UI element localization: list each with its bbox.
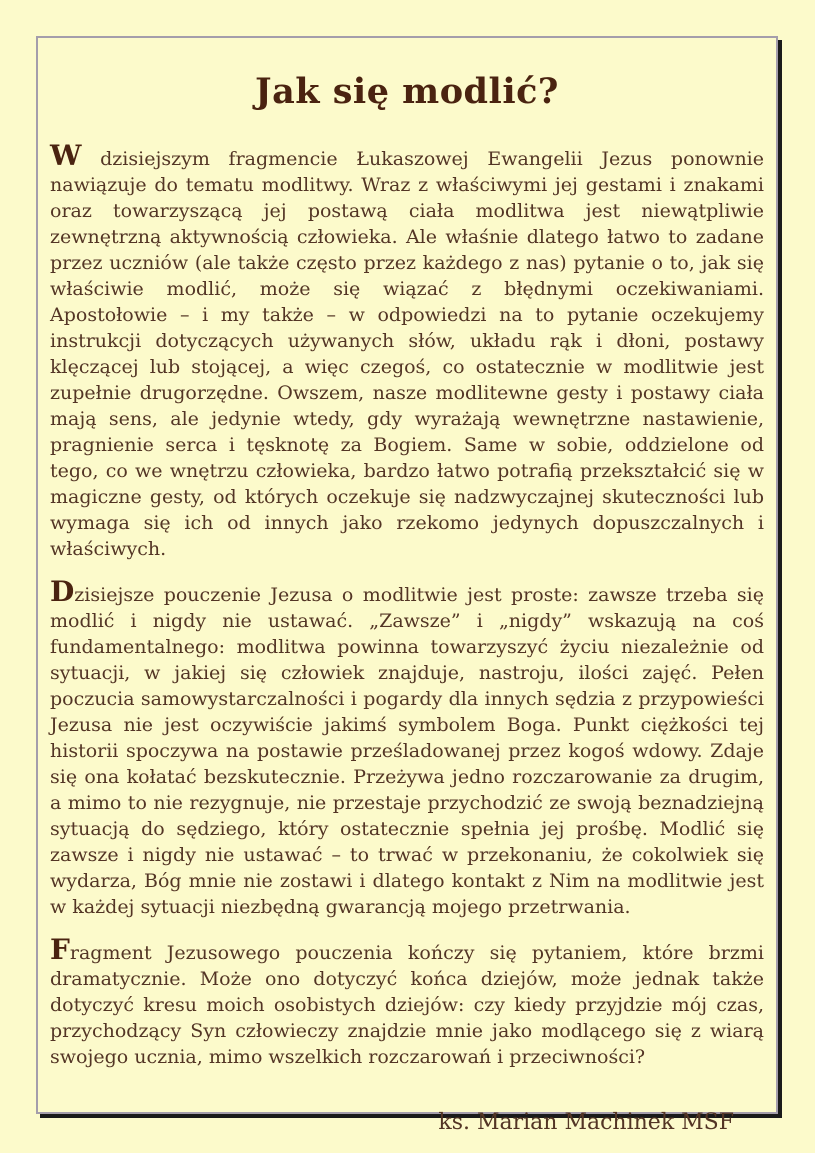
paragraph-1: [50, 139, 764, 562]
drop-cap-initial-1: W: [50, 139, 82, 172]
document-frame: [36, 36, 778, 1135]
paragraph-1-text: dzisiejszym fragmencie Łukaszowej Ewangelii Jezus ponownie nawiązuje do tematu modlitwy. Wraz z właściwymi jej gestami i znakami oraz towarzyszącą jej postawą ciała modlitwa jest niewątpliwie zewnętrzną aktywnością człowieka. Ale właśnie dlatego łatwo to zadane przez uczniów (ale także często przez każdego z nas) pytanie o to, jak się właściwie modlić, może się wiązać z błędnymi oczekiwaniami. Apostołowie – i my także – w odpowiedzi na to pytanie oczekujemy instrukcji dotyczących używanych słów, układu rąk i dłoni, postawy klęczącej lub stojącej, a więc czegoś, co ostatecznie w modlitwie jest zupełnie drugorzędne. Owszem, nasze modlitewne gesty i postawy ciała mają sens, ale jedynie wtedy, gdy wyrażają wewnętrzne nastawienie, pragnienie serca i tęsknotę za Bogiem. Same w sobie, oddzielone od tego, co we wnętrzu człowieka, bardzo łatwo potrafią przekształcić się w magiczne gesty, od których oczekuje się nadzwyczajnej skuteczności lub wymaga się ich od innych jako rzekomo jedynych dopuszczalnych i właściwych.: [50, 148, 764, 560]
paragraph-3-text: ragment Jezusowego pouczenia kończy się pytaniem, które brzmi dramatycznie. Może ono dotyczyć końca dziejów, może jednak także dotyczyć kresu moich osobistych dziejów: czy kiedy przyjdzie mój czas, przychodzący Syn człowieczy znajdzie mnie jako modlącego się z wiarą swojego ucznia, mimo wszelkich rozczarowań i przeciwności?: [50, 942, 764, 1068]
drop-cap-initial-3: F: [50, 933, 70, 966]
drop-cap-initial-2: D: [50, 575, 75, 608]
paragraph-3: [50, 933, 764, 1070]
paragraph-2: [50, 575, 764, 920]
page-title: Jak się modlić?: [255, 71, 559, 112]
paragraph-2-text: zisiejsze pouczenie Jezusa o modlitwie jest proste: zawsze trzeba się modlić i nigdy nie ustawać. „Zawsze” i „nigdy” wskazują na coś fundamentalnego: modlitwa powinna towarzyszyć życiu niezależnie od sytuacji, w jakiej się człowiek znajduje, nastroju, ilości zajęć. Pełen poczucia samowystarczalności i pogardy dla innych sędzia z przypowieści Jezusa nie jest oczywiście jakimś symbolem Boga. Punkt ciężkości tej historii spoczywa na postawie prześladowanej przez kogoś wdowy. Zdaje się ona kołatać bezskutecznie. Przeżywa jedno rozczarowanie za drugim, a mimo to nie rezygnuje, nie przestaje przychodzić ze swoją beznadziejną sytuacją do sędziego, który ostatecznie spełnia jej prośbę. Modlić się zawsze i nigdy nie ustawać – to trwać w przekonaniu, że cokolwiek się wydarza, Bóg mnie nie zostawi i dlatego kontakt z Nim na modlitwie jest w każdej sytuacji niezbędną gwarancją mojego przetrwania.: [50, 584, 764, 918]
document-body: [50, 139, 764, 1070]
author-signature: ks. Marian Machinek MSF: [438, 1110, 734, 1135]
